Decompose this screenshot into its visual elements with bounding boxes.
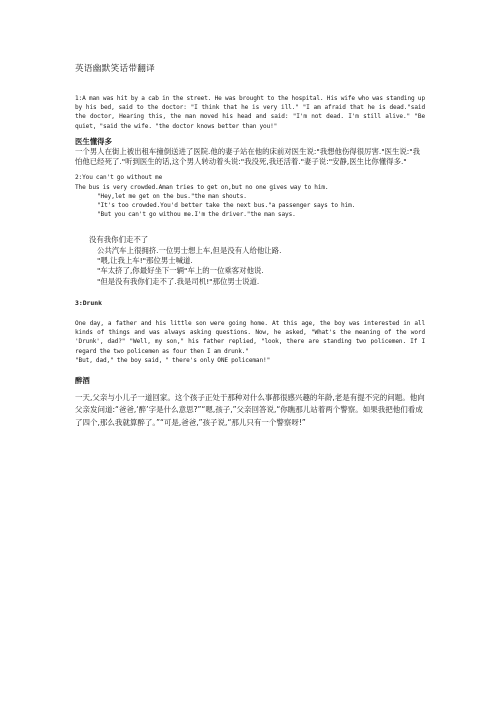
story2-intro: The bus is very crowded.Aman tries to get on,but no one gives way to him. <box>75 183 329 191</box>
document-page <box>75 62 425 429</box>
story2-line3: "But you can't go withou me.I'm the driver."the man says. <box>97 211 296 219</box>
story1-chinese: 一个男人在街上被出租车撞倒送进了医院.他的妻子站在他的床前对医生说:"我想他伤得很厉害."医生说:"我怕他已经死了."听到医生的话,这个男人转动着头说:"我没死,我还活着."妻子说:"安静,医生比你懂得多." <box>75 146 421 167</box>
story2-chinese-line3: "车太挤了,你最好坐下一辆"车上的一位乘客对他说. <box>97 266 264 276</box>
story3-english: One day, a father and his little son were going home. At this age, the boy was interested in all kinds of things and was always asking questions. Now, he asked, "What's the meaning of the word 'Drunk', dad?" "Well, my son," his father replied, "look, there are standing two policemen. If I regard the two policemen as four then I am drunk." <box>75 319 425 355</box>
story2-chinese-line2: "喂,让我上车!"那位男士喊道. <box>97 256 193 266</box>
story3-title: 3:Drunk <box>75 298 102 307</box>
story3-chinese-title: 醉酒 <box>75 375 90 385</box>
story3-english-last: "But, dad," the boy said, " there's only ONE policeman!" <box>75 356 271 364</box>
story2-chinese-line4: "但是没有我你们走不了.我是司机!"那位男士说道. <box>97 276 260 286</box>
story2-line1: "Hey,let me get on the bus."the man shouts. <box>97 192 247 200</box>
story1-chinese-title: 医生懂得多 <box>75 136 112 146</box>
document-title: 英语幽默笑话带翻译 <box>75 64 156 74</box>
story1-english: 1:A man was hit by a cab in the street. He was brought to the hospital. His wife who was standing up by his bed, said to the doctor: "I think that he is very ill." "I am afraid that he is dead."said the doctor, Hearing this, the man moved his head and said: "I'm not dead. I'm still alive." "Be quiet, "said the wife. "the doctor knows better than you!" <box>75 95 425 130</box>
story2-chinese-title: 没有我你们走不了 <box>89 235 149 245</box>
story2-chinese-line1: 公共汽车上很拥挤.一位男士想上车,但是没有人给他让路. <box>97 245 282 255</box>
story2-title: 2:You can't go without me <box>75 174 163 182</box>
story3-chinese: 一天,父亲与小儿子一道回家。这个孩子正处于那种对什么事都很感兴趣的年龄,老是有提不完的问题。他向父亲发问道:“爸爸,‘醉’字是什么意思?”“嗯,孩子,”父亲回答说,“你瞧那儿站着两个警察。如果我把他们看成了四个,那么我就算醉了。”“可是,爸爸,”孩子说,“那儿只有一个警察呀!” <box>75 392 425 427</box>
story2-line2: "It's too crowded.You'd better take the next bus."a passenger says to him. <box>97 202 356 210</box>
